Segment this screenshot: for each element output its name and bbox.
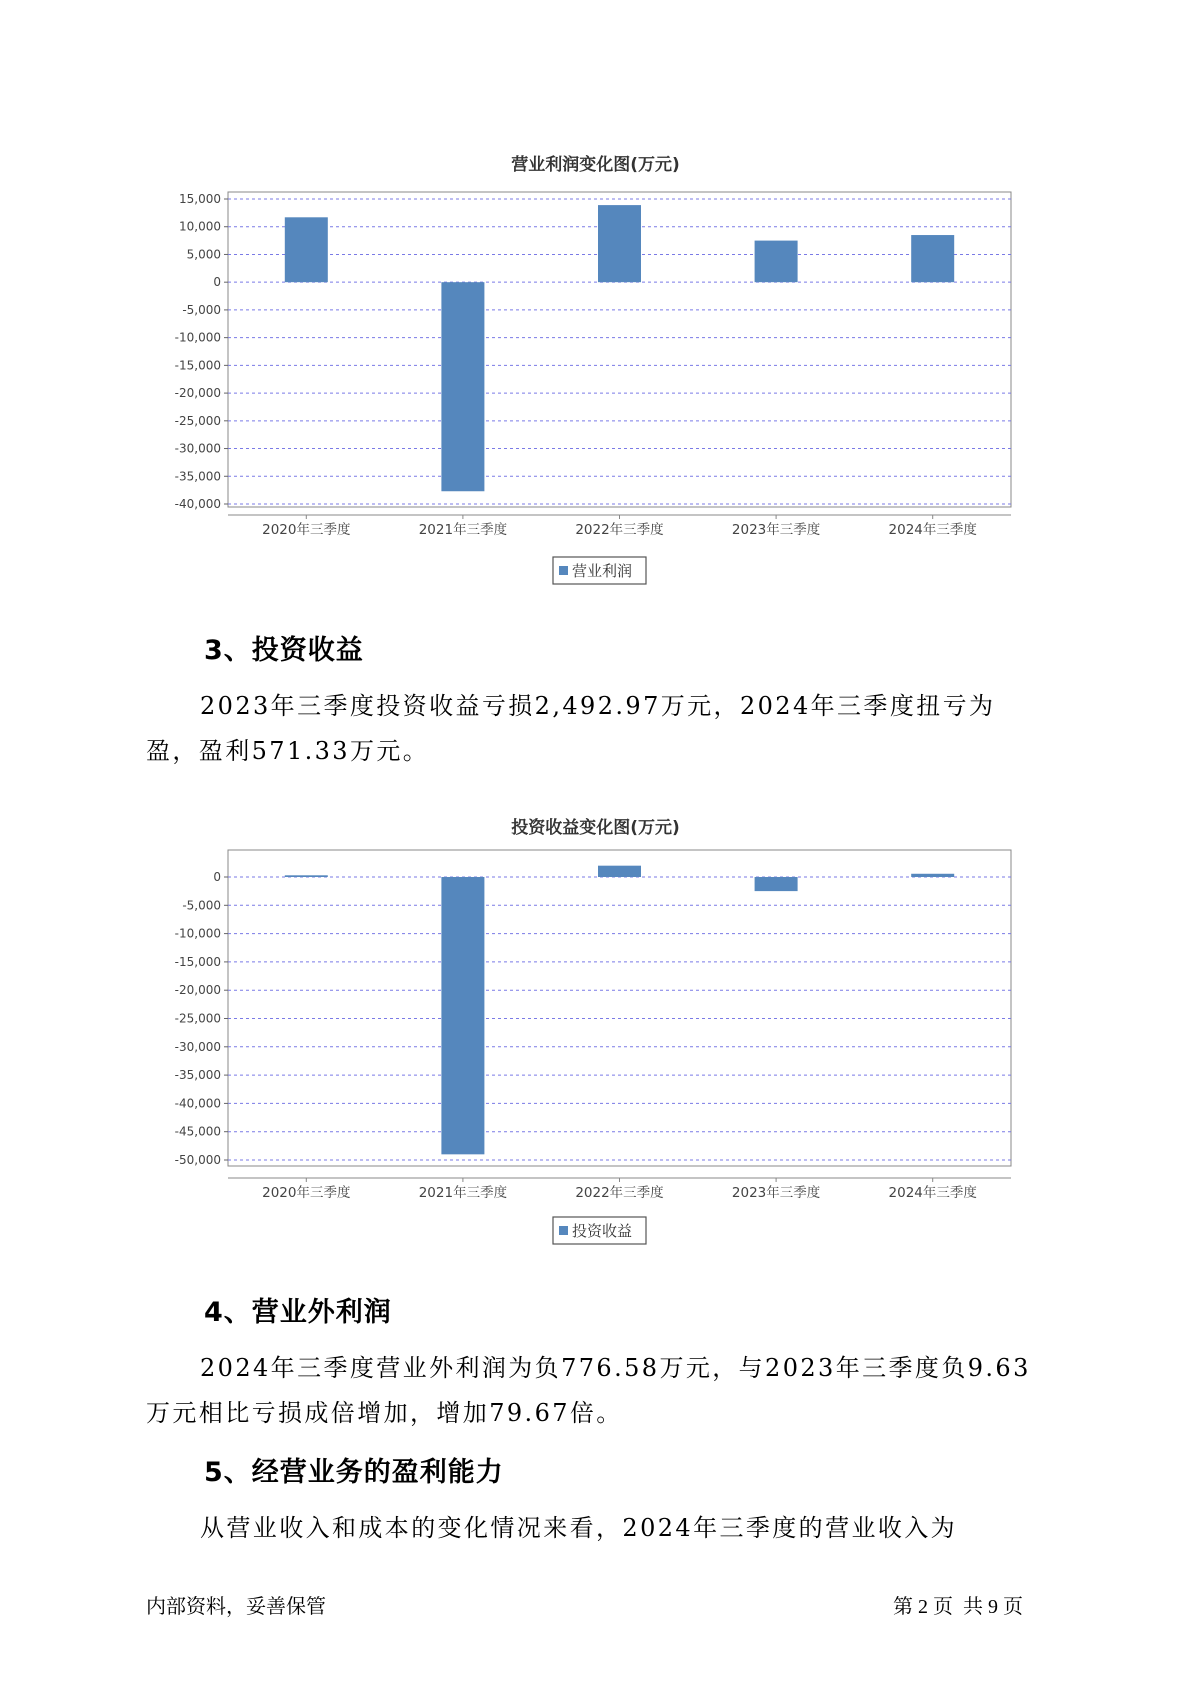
chart2-ytick-label: -5,000: [182, 898, 221, 913]
chart1-xtick-label: 2022年三季度: [575, 522, 664, 538]
chart1-xtick-label: 2023年三季度: [731, 522, 821, 538]
chart2-ytick-label: -15,000: [174, 954, 221, 969]
chart1-ytick-label: -30,000: [174, 441, 221, 456]
chart2-xtick-label: 2020年三季度: [262, 1185, 351, 1201]
chart2-title: 投资收益变化图(万元): [511, 818, 680, 838]
chart1-ytick-label: 15,000: [179, 192, 221, 206]
section-5-heading: 5、经营业务的盈利能力: [204, 1457, 504, 1488]
footer-page-number: 第 2 页 共 9 页: [893, 1596, 1023, 1618]
chart2-xtick-label: 2023年三季度: [731, 1185, 821, 1201]
chart2-ytick-label: -10,000: [174, 926, 221, 941]
chart2-xtick-label: 2022年三季度: [575, 1185, 664, 1201]
chart1-ytick-label: 0: [213, 275, 221, 290]
section-3-heading: 3、投资收益: [204, 635, 364, 666]
chart2-bar: [285, 875, 328, 877]
chart2-legend-swatch: [559, 1226, 568, 1235]
chart2-xtick-label: 2024年三季度: [888, 1185, 977, 1201]
chart1-ytick-label: -5,000: [182, 302, 221, 317]
chart1-ytick-label: -10,000: [174, 330, 221, 345]
chart1-ytick-label: -40,000: [174, 497, 221, 511]
chart2-bar: [598, 866, 641, 877]
section-5-paragraph: 从营业收入和成本的变化情况来看，2024年三季度的营业收入为: [200, 1514, 958, 1542]
chart2-ytick-label: -20,000: [174, 983, 221, 998]
chart2-ytick-label: -35,000: [174, 1068, 221, 1083]
footer-left: 内部资料，妥善保管: [146, 1596, 326, 1618]
chart2-xtick-label: 2021年三季度: [418, 1185, 508, 1201]
chart1-ytick-label: -15,000: [174, 358, 221, 373]
section-4-paragraph: 2024年三季度营业外利润为负776.58万元，与2023年三季度负9.63万元相比亏损成倍增加，增加79.67倍。: [146, 1354, 1031, 1427]
chart2-bar: [441, 877, 484, 1154]
chart2-plot-area: [228, 850, 1011, 1166]
chart1-xtick-label: 2024年三季度: [888, 522, 977, 538]
section-4-heading: 4、营业外利润: [204, 1297, 392, 1328]
chart1-legend-label: 营业利润: [572, 562, 633, 580]
chart2-ytick-label: -40,000: [174, 1096, 221, 1111]
chart2-bar: [911, 874, 954, 877]
chart1-ytick-label: -25,000: [174, 413, 221, 428]
chart2-ytick-label: -25,000: [174, 1011, 221, 1026]
chart2-ytick-label: 0: [213, 870, 221, 884]
chart1-ytick-label: -35,000: [174, 469, 221, 484]
chart2-ytick-label: -50,000: [174, 1153, 221, 1167]
chart1-ytick-label: -20,000: [174, 386, 221, 401]
chart1-xtick-label: 2020年三季度: [262, 522, 351, 538]
chart2-ytick-label: -45,000: [174, 1124, 221, 1139]
chart1-title: 营业利润变化图(万元): [511, 155, 680, 175]
chart2-ytick-label: -30,000: [174, 1039, 221, 1054]
chart2-legend-label: 投资收益: [572, 1222, 633, 1240]
chart1-ytick-label: 5,000: [186, 247, 221, 262]
chart1-xtick-label: 2021年三季度: [418, 522, 508, 538]
section-3-paragraph: 2023年三季度投资收益亏损2,492.97万元，2024年三季度扭亏为盈，盈利571.33万元。: [146, 692, 996, 765]
chart1-ytick-label: 10,000: [179, 219, 221, 234]
chart2-bar: [755, 877, 798, 891]
